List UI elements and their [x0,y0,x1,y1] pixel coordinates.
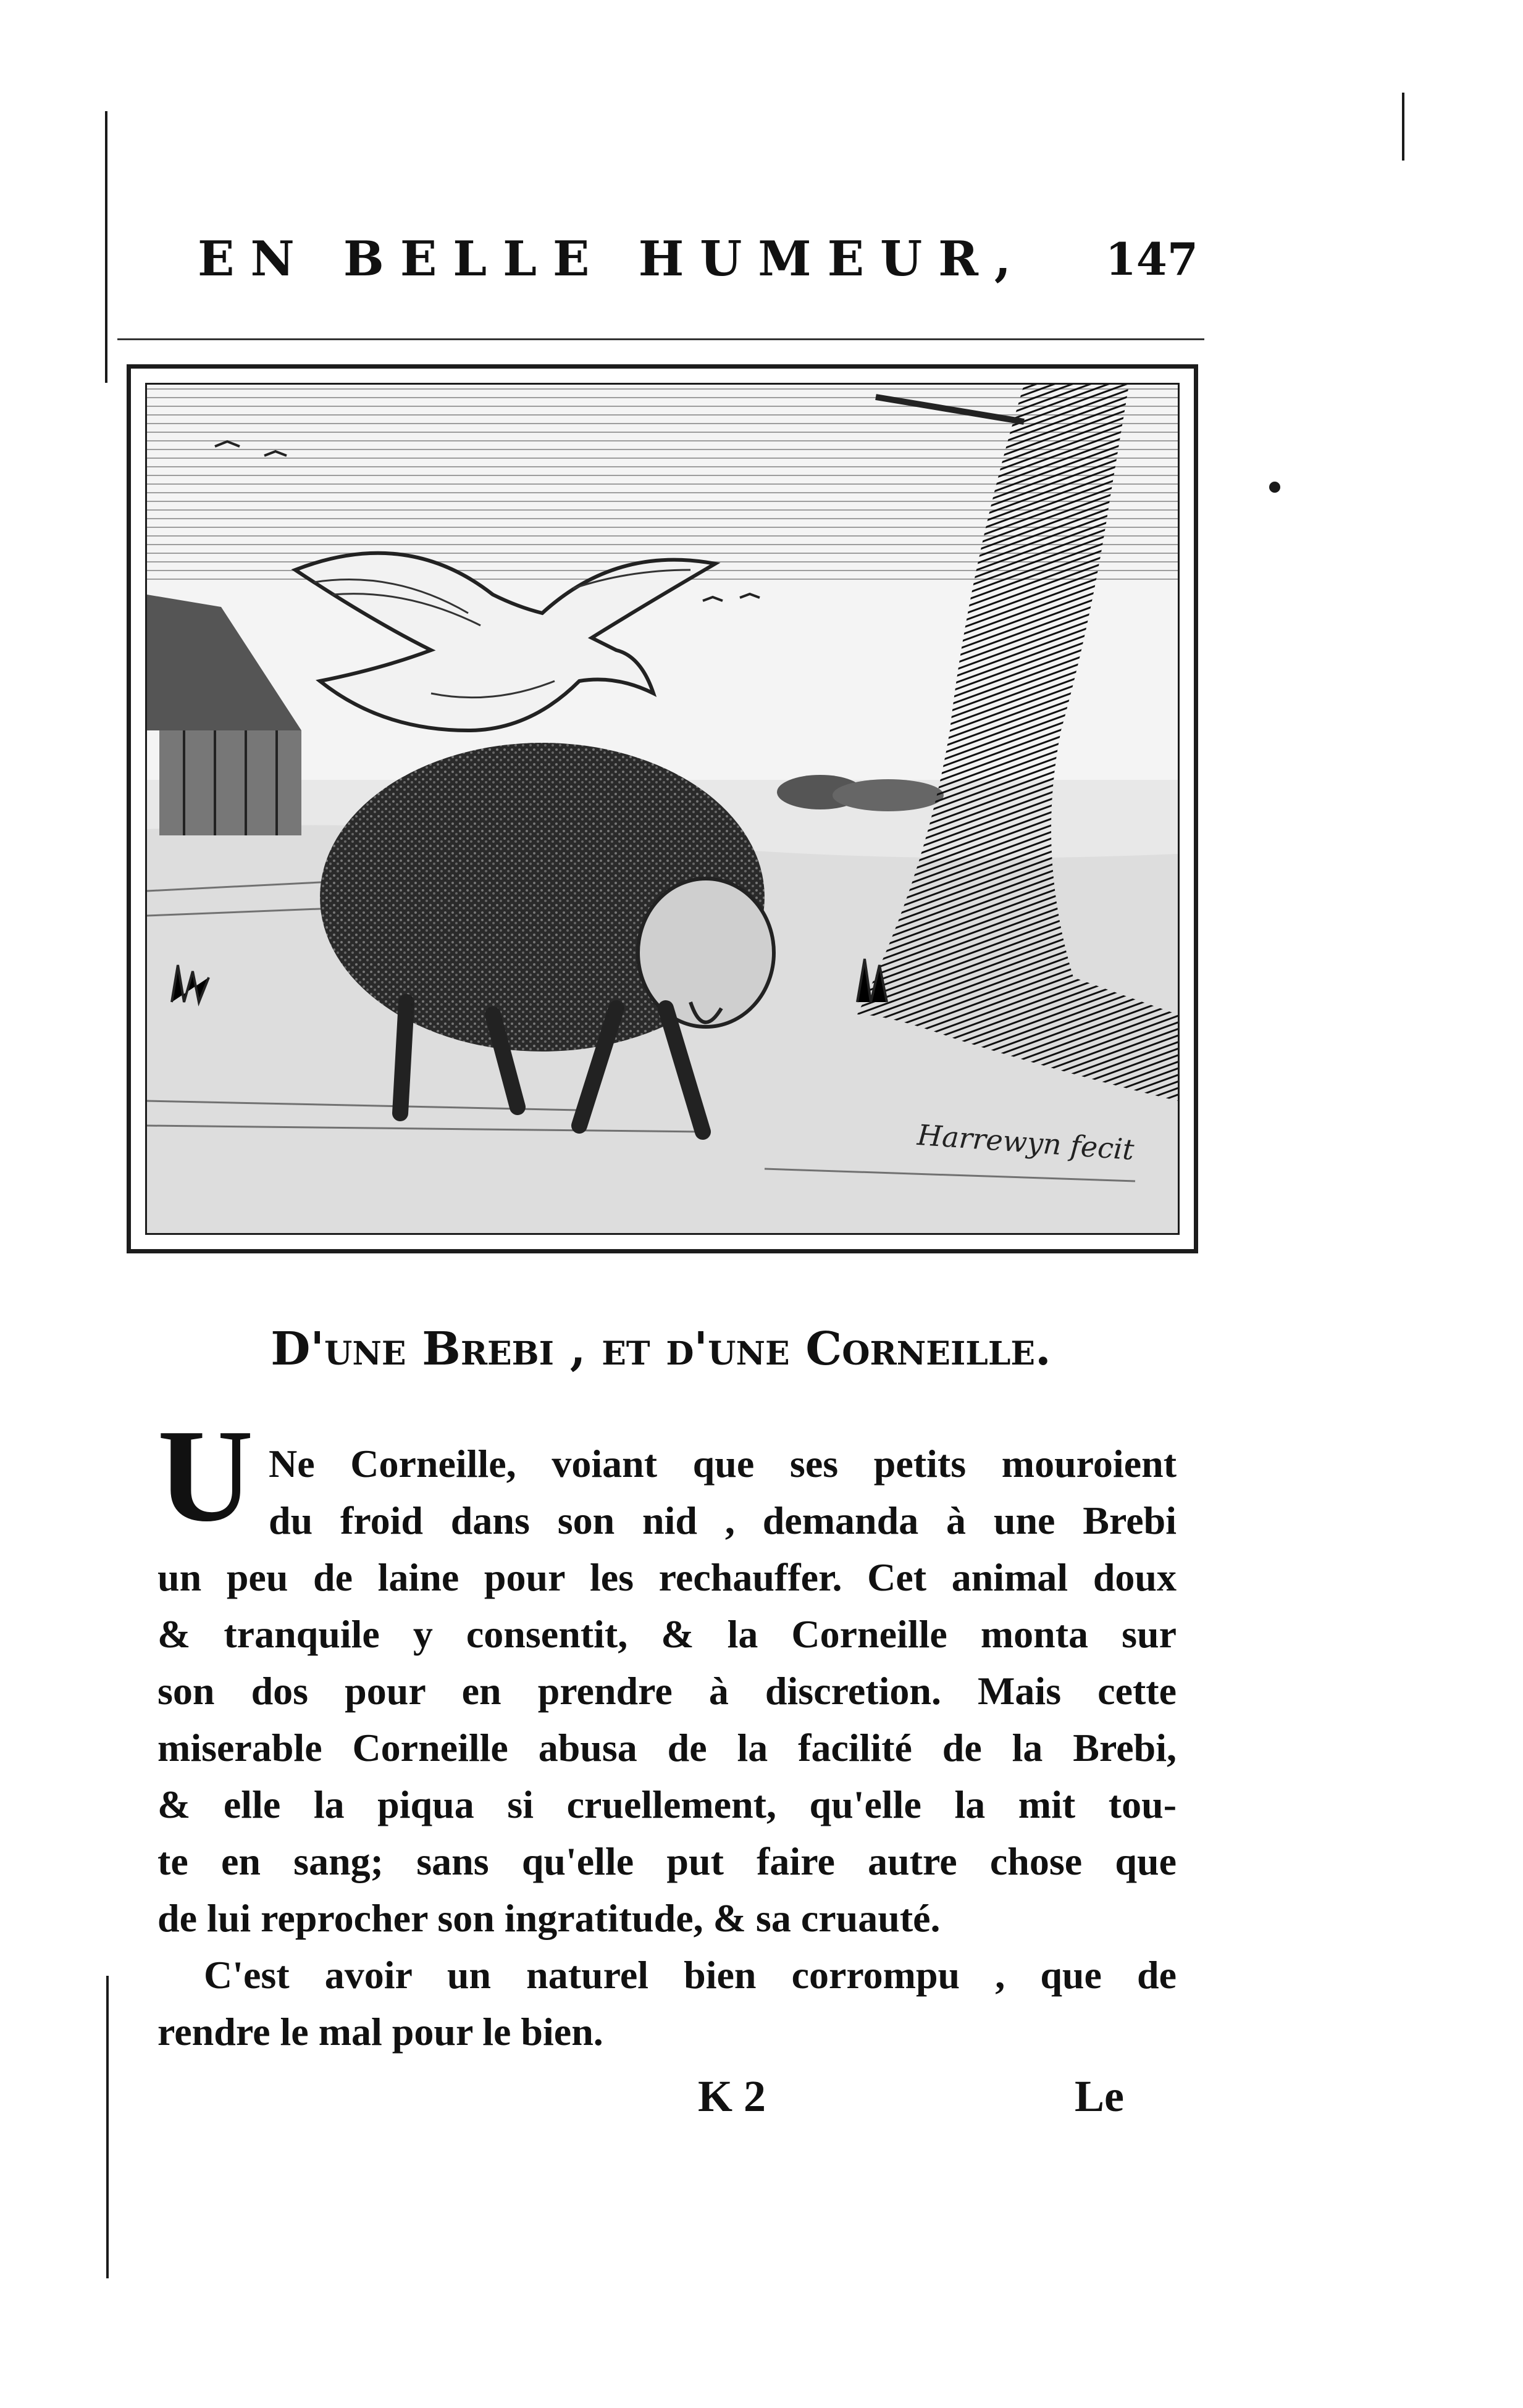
header-rule [117,338,1204,340]
left-margin-line [105,111,107,383]
text-line: C'est avoir un naturel bien corrompu , que de [204,1953,1177,1997]
text-line: Ne Corneille, voiant que ses petits mouroient [269,1442,1177,1486]
running-title: EN BELLE HUMEUR, [198,231,1028,287]
catchword: Le [1075,2071,1124,2121]
page-number: 147 [1105,233,1198,285]
right-margin-dot [1269,482,1280,493]
text-line: & elle la piqua si cruellement, qu'elle la mit tou- [157,1783,1177,1826]
text-line: son dos pour en prendre à discretion. Mais cette [157,1669,1177,1713]
text-line: miserable Corneille abusa de la facilité de la Brebi, [157,1726,1177,1770]
text-line: rendre le mal pour le bien. [157,2010,603,2054]
fable-title: D'une Brebi , et d'une Corneille. [271,1323,1051,1376]
text-line: & tranquile y consentit, & la Corneille monta sur [157,1612,1177,1656]
right-margin-line [1402,93,1404,161]
engraver-signature: Harrewyn fecit [916,1118,1136,1167]
signature-mark: K 2 [698,2071,766,2121]
text-line: te en sang; sans qu'elle put faire autre chose que [157,1839,1177,1883]
left-margin-line-lower [106,1976,109,2278]
text-line: du froid dans son nid , demanda à une Brebi [269,1499,1177,1542]
engraving-image [147,385,1178,1233]
text-line: un peu de laine pour les rechauffer. Cet animal doux [157,1555,1177,1599]
engraving-sheep-and-crow [145,383,1180,1235]
drop-cap: U [157,1402,254,1549]
text-line: de lui reprocher son ingratitude, & sa cruauté. [157,1896,941,1940]
